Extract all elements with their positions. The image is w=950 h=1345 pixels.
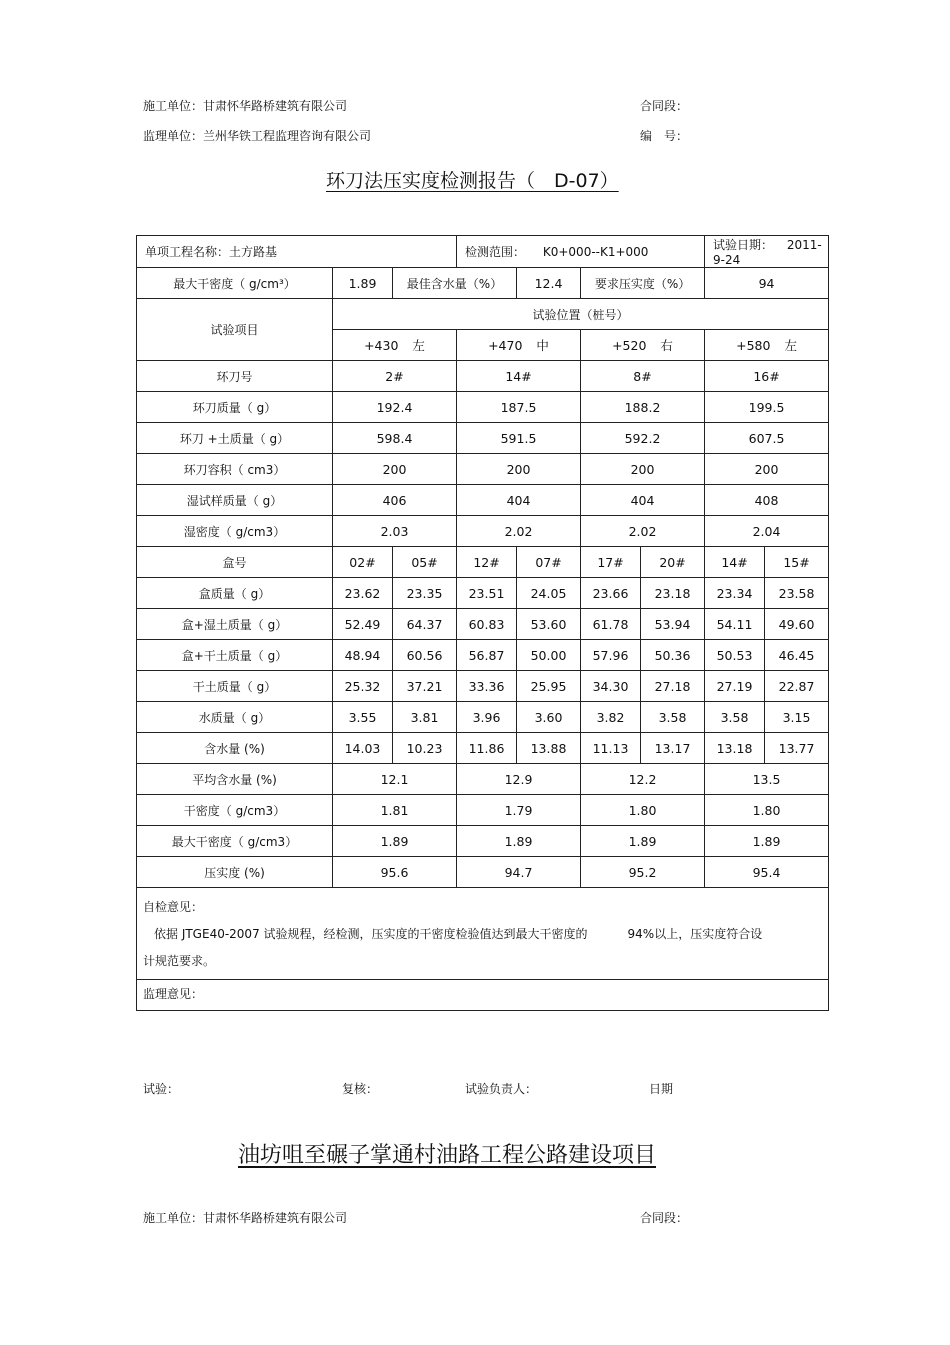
box-cell: 64.37 [393,609,457,640]
box-cell: 37.21 [393,671,457,702]
project-title: 油坊咀至碾子掌通村油路工程公路建设项目 [238,1143,657,1168]
contract-section: 合同段： [640,99,689,113]
box-cell: 17# [581,547,641,578]
box-cell: 60.83 [457,609,517,640]
result-cell: 95.4 [705,857,829,888]
box-cell: 02# [333,547,393,578]
self-check-line-2: 计规范要求。 [143,954,216,968]
max-dry-density-value: 1.89 [333,268,393,299]
box-cell: 05# [393,547,457,578]
result-cell: 1.89 [581,826,705,857]
ring-cell: 2.02 [457,516,581,547]
box-row [137,609,829,640]
required-compaction-label: 要求压实度（%） [581,268,705,299]
box-cell: 11.86 [457,733,517,764]
box-cell: 23.62 [333,578,393,609]
box-cell: 25.32 [333,671,393,702]
box-row-label: 盒质量（ g） [137,578,333,609]
box-row-label: 盒+湿土质量（ g） [137,609,333,640]
result-row [137,795,829,826]
station: +520 右 [581,330,705,361]
station: +580 左 [705,330,829,361]
ring-row [137,392,829,423]
result-cell: 12.9 [457,764,581,795]
result-cell: 1.89 [457,826,581,857]
ring-cell: 607.5 [705,423,829,454]
signature-date: 日期 [649,1082,674,1096]
box-cell: 3.58 [705,702,765,733]
ring-row-label: 环刀 +土质量（ g） [137,423,333,454]
self-check-cell [137,888,829,980]
box-cell: 3.81 [393,702,457,733]
result-row-label: 平均含水量 (%) [137,764,333,795]
box-cell: 33.36 [457,671,517,702]
box-cell: 53.94 [641,609,705,640]
box-cell: 54.11 [705,609,765,640]
construction-unit: 施工单位：甘肃怀华路桥建筑有限公司 [143,99,348,113]
box-cell: 23.58 [765,578,829,609]
ring-row-label: 环刀容积（ cm3） [137,454,333,485]
max-dry-density-label: 最大干密度（ g/cm³） [137,268,333,299]
project-name: 单项工程名称：土方路基 [137,236,457,268]
result-cell: 1.80 [581,795,705,826]
box-cell: 53.60 [517,609,581,640]
box-cell: 23.51 [457,578,517,609]
ring-row [137,454,829,485]
ring-cell: 404 [457,485,581,516]
ring-cell: 200 [457,454,581,485]
box-cell: 3.58 [641,702,705,733]
ring-cell: 187.5 [457,392,581,423]
self-check-line-1: 依据 JTGE40-2007 试验规程，经检测，压实度的干密度检验值达到最大干密度的 94%以上，压实度符合设 [154,927,763,941]
box-cell: 3.82 [581,702,641,733]
signature-tester: 试验： [143,1082,180,1096]
box-cell: 15# [765,547,829,578]
box-cell: 14.03 [333,733,393,764]
test-date [705,236,829,268]
result-row [137,764,829,795]
result-row [137,857,829,888]
inspection-range [457,236,705,268]
ring-cell: 598.4 [333,423,457,454]
box-cell: 3.60 [517,702,581,733]
compaction-report-table [136,235,829,1011]
result-rows [137,764,829,888]
result-cell: 95.6 [333,857,457,888]
ring-cell: 2.03 [333,516,457,547]
ring-cell: 188.2 [581,392,705,423]
ring-cell: 8# [581,361,705,392]
box-cell: 23.35 [393,578,457,609]
box-cell: 25.95 [517,671,581,702]
ring-row [137,516,829,547]
box-row-label: 盒+干土质量（ g） [137,640,333,671]
box-cell: 52.49 [333,609,393,640]
optimal-moisture-label: 最佳含水量（%） [393,268,517,299]
test-item-label: 试验项目 [137,299,333,361]
box-cell: 13.88 [517,733,581,764]
supervision-row [137,980,829,1011]
box-cell: 13.17 [641,733,705,764]
box-cell: 22.87 [765,671,829,702]
self-check-row [137,888,829,980]
optimal-moisture-value: 12.4 [517,268,581,299]
box-row [137,733,829,764]
result-cell: 13.5 [705,764,829,795]
box-cell: 61.78 [581,609,641,640]
ring-cell: 200 [705,454,829,485]
box-cell: 07# [517,547,581,578]
ring-row-label: 湿试样质量（ g） [137,485,333,516]
box-cell: 23.66 [581,578,641,609]
box-cell: 3.15 [765,702,829,733]
box-cell: 3.55 [333,702,393,733]
range-label: 检测范围： [465,245,526,259]
box-cell: 50.53 [705,640,765,671]
result-cell: 95.2 [581,857,705,888]
date-label: 试验日期： [713,238,774,252]
result-cell: 94.7 [457,857,581,888]
ring-cell: 2# [333,361,457,392]
position-header-row [137,299,829,330]
supervision-opinion-label: 监理意见： [143,987,204,1001]
station: +470 中 [457,330,581,361]
contract-section-2: 合同段： [640,1211,689,1225]
ring-row [137,423,829,454]
box-cell: 34.30 [581,671,641,702]
box-cell: 50.00 [517,640,581,671]
box-cell: 12# [457,547,517,578]
box-row [137,671,829,702]
ring-cell: 14# [457,361,581,392]
supervision-unit: 监理单位：兰州华铁工程监理咨询有限公司 [143,129,372,143]
box-cell: 48.94 [333,640,393,671]
ring-row-label: 环刀质量（ g） [137,392,333,423]
box-rows [137,547,829,764]
info-row-2 [137,268,829,299]
ring-cell: 408 [705,485,829,516]
serial-number: 编 号： [640,129,689,143]
report-title: 环刀法压实度检测报告（ D-07） [326,170,619,192]
supervision-opinion-cell [137,980,829,1011]
ring-cell: 16# [705,361,829,392]
result-cell: 12.2 [581,764,705,795]
box-cell: 60.56 [393,640,457,671]
box-cell: 24.05 [517,578,581,609]
box-cell: 11.13 [581,733,641,764]
result-cell: 1.89 [333,826,457,857]
box-row-label: 干土质量（ g） [137,671,333,702]
box-cell: 23.18 [641,578,705,609]
box-cell: 23.34 [705,578,765,609]
info-row-1 [137,236,829,268]
result-cell: 12.1 [333,764,457,795]
ring-row [137,485,829,516]
box-cell: 27.19 [705,671,765,702]
result-cell: 1.79 [457,795,581,826]
box-cell: 13.77 [765,733,829,764]
ring-cell: 192.4 [333,392,457,423]
signature-reviewer: 复核： [342,1082,379,1096]
box-cell: 10.23 [393,733,457,764]
result-cell: 1.89 [705,826,829,857]
result-row-label: 压实度 (%) [137,857,333,888]
range-value: K0+000--K1+000 [542,245,649,259]
box-cell: 3.96 [457,702,517,733]
box-cell: 56.87 [457,640,517,671]
result-cell: 1.80 [705,795,829,826]
ring-cell: 404 [581,485,705,516]
result-row-label: 干密度（ g/cm3） [137,795,333,826]
ring-cell: 200 [333,454,457,485]
date-value: 2011-9-24 [713,238,822,267]
ring-row-label: 环刀号 [137,361,333,392]
ring-cell: 406 [333,485,457,516]
box-cell: 49.60 [765,609,829,640]
box-row [137,547,829,578]
ring-cell: 200 [581,454,705,485]
test-position-header: 试验位置（桩号） [333,299,829,330]
box-cell: 50.36 [641,640,705,671]
box-row-label: 水质量（ g） [137,702,333,733]
ring-cell: 199.5 [705,392,829,423]
box-cell: 46.45 [765,640,829,671]
ring-rows [137,361,829,547]
box-cell: 13.18 [705,733,765,764]
ring-row-label: 湿密度（ g/cm3） [137,516,333,547]
signature-lead: 试验负责人： [465,1082,538,1096]
ring-cell: 2.02 [581,516,705,547]
box-row-label: 含水量 (%) [137,733,333,764]
station: +430 左 [333,330,457,361]
required-compaction-value: 94 [705,268,829,299]
ring-cell: 591.5 [457,423,581,454]
result-row-label: 最大干密度（ g/cm3） [137,826,333,857]
box-row-label: 盒号 [137,547,333,578]
result-row [137,826,829,857]
box-cell: 20# [641,547,705,578]
ring-row [137,361,829,392]
self-check-label: 自检意见： [143,900,204,914]
ring-cell: 592.2 [581,423,705,454]
box-row [137,578,829,609]
box-cell: 14# [705,547,765,578]
construction-unit-2: 施工单位：甘肃怀华路桥建筑有限公司 [143,1211,348,1225]
box-cell: 57.96 [581,640,641,671]
result-cell: 1.81 [333,795,457,826]
box-row [137,702,829,733]
box-row [137,640,829,671]
box-cell: 27.18 [641,671,705,702]
ring-cell: 2.04 [705,516,829,547]
